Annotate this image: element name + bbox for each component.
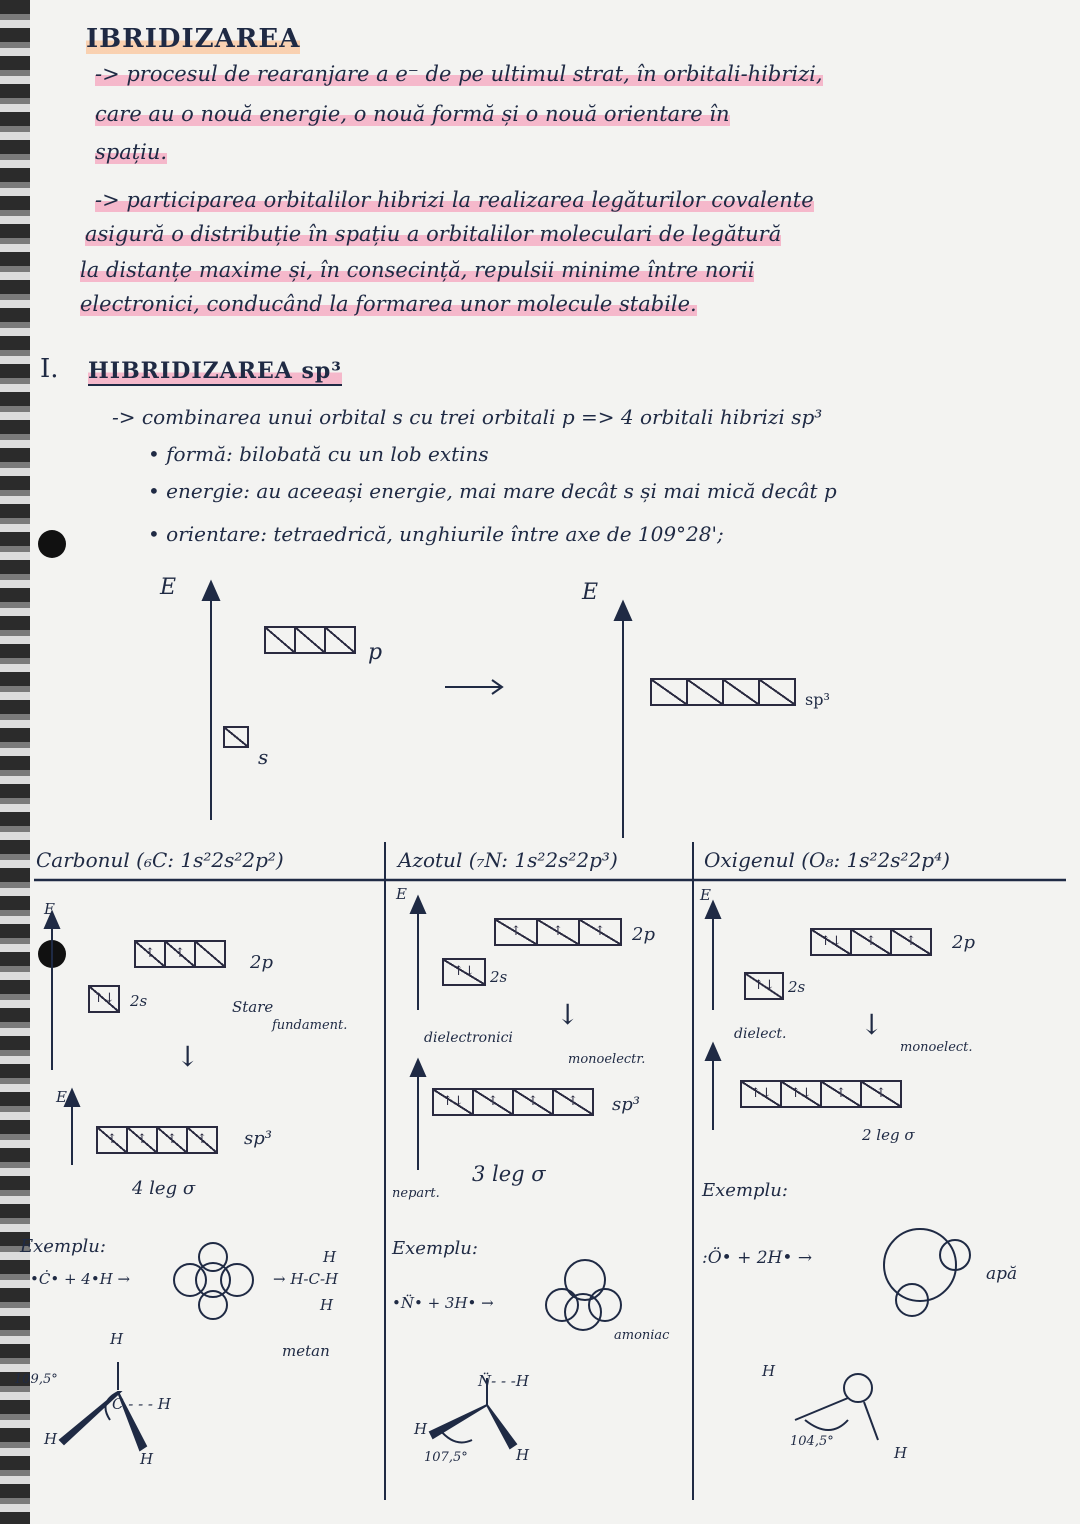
- axis-arrowhead: [615, 602, 631, 620]
- orbital-cell: ↑: [890, 928, 932, 956]
- orbital-label: 2p: [952, 932, 975, 953]
- section-heading: HIBRIDIZAREA sp³: [88, 358, 342, 384]
- orbital-cell: ↑: [578, 918, 622, 946]
- reaction-right: → H-C-H: [273, 1270, 339, 1288]
- monoelectronic-label: monoelectr.: [568, 1052, 646, 1067]
- orbital-label: 2s: [130, 992, 148, 1010]
- state-label: fundament.: [272, 1018, 348, 1033]
- example-label: Exemplu:: [702, 1180, 788, 1201]
- atom-h: H: [323, 1248, 337, 1266]
- axis-label: E: [56, 1088, 67, 1106]
- bond-angle: 104,5°: [790, 1434, 834, 1449]
- orbital-cell: ↑: [96, 1126, 128, 1154]
- intro-line: asigură o distribuție în spațiu a orbitalilor moleculari de legătură: [85, 222, 782, 246]
- down-arrow: ↓: [860, 1008, 884, 1041]
- nonparticipating-label: nepart.: [392, 1186, 440, 1201]
- title-text: IBRIDIZAREA: [86, 24, 301, 54]
- atom-h: H: [44, 1430, 58, 1448]
- oxygen-atom: [844, 1374, 872, 1402]
- molecule-name: apă: [986, 1264, 1018, 1284]
- orbital-cell: [758, 678, 796, 706]
- orbital-lobe: [589, 1289, 621, 1321]
- s-label: s: [258, 745, 269, 769]
- intro-line: la distanțe maxime și, în consecință, repulsii minime între norii: [80, 258, 755, 282]
- axis-label: E: [160, 575, 177, 600]
- reaction-left: •Ċ• + 4•H →: [30, 1270, 131, 1288]
- bond-wedge: [60, 1392, 120, 1444]
- orientation-line: • orientare: tetraedrică, unghiurile între axe de 109°28';: [148, 522, 724, 546]
- orbital-cell: ↑↓: [88, 985, 120, 1013]
- orbital-cell: [264, 626, 296, 654]
- reaction: •N̈• + 3H• →: [392, 1294, 494, 1312]
- orbital-cell: ↑↓: [780, 1080, 822, 1108]
- orbital-cell: ↑: [164, 940, 196, 968]
- molecule-sketch: N̈- - -H: [478, 1372, 529, 1390]
- bond-angle: 107,5°: [424, 1450, 468, 1465]
- atom-h: H: [320, 1296, 334, 1314]
- orbital-cell: [194, 940, 226, 968]
- carbon-2p-boxes: [134, 940, 224, 968]
- orbital-cell: ↑↓: [810, 928, 852, 956]
- atom-h: H: [894, 1444, 908, 1462]
- page-title: [86, 24, 300, 54]
- shape-line: • formă: bilobată cu un lob extins: [148, 442, 489, 466]
- intro-line: -> procesul de rearanjare a e⁻ de pe ultimul strat, în orbitali-hibrizi,: [95, 62, 823, 86]
- down-arrow: ↓: [556, 998, 580, 1031]
- sp3-orbital-boxes: [650, 678, 794, 706]
- example-label: Exemplu:: [20, 1236, 106, 1257]
- section-number: I.: [40, 354, 59, 384]
- orbital-cell: ↑: [552, 1088, 594, 1116]
- orbital-label: 2s: [788, 978, 806, 996]
- intro-line: care au o nouă energie, o nouă formă și o nouă orientare în: [95, 102, 730, 126]
- carbon-sp3-boxes: [96, 1126, 216, 1154]
- atom-h: H: [110, 1330, 124, 1348]
- orbital-cell: [686, 678, 724, 706]
- oxygen-header: Oxigenul (O₈: 1s²2s²2p⁴): [704, 848, 950, 872]
- bonds-label: 2 leg σ: [862, 1126, 915, 1144]
- state-label: Stare: [232, 998, 274, 1016]
- bond-angle: 109,5°: [14, 1372, 58, 1387]
- p-orbital-boxes: [264, 626, 354, 654]
- nitrogen-2p-boxes: [494, 918, 620, 946]
- hybrid-label: sp³: [612, 1094, 640, 1115]
- orbital-cell: [223, 726, 249, 748]
- orbital-cell: [324, 626, 356, 654]
- molecule-name: amoniac: [614, 1328, 670, 1343]
- hybrid-label: sp³: [244, 1128, 272, 1149]
- axis-label: E: [582, 580, 599, 605]
- orbital-cell: ↑: [126, 1126, 158, 1154]
- nitrogen-header: Azotul (₇N: 1s²2s²2p³): [398, 848, 618, 872]
- example-label: Exemplu:: [392, 1238, 478, 1259]
- orbital-cell: ↑: [536, 918, 580, 946]
- down-arrow: ↓: [176, 1040, 200, 1073]
- dielectronic-label: dielectronici: [424, 1030, 513, 1046]
- carbon-2s-box: [88, 985, 118, 1013]
- molecule-name: metan: [282, 1342, 330, 1360]
- axis-arrowhead: [203, 582, 219, 600]
- orbital-cell: ↑: [850, 928, 892, 956]
- axis-label: E: [44, 900, 55, 918]
- orbital-lobe: [199, 1243, 227, 1271]
- bond-line: [864, 1402, 878, 1440]
- orbital-cell: ↑: [860, 1080, 902, 1108]
- orbital-label: 2p: [632, 924, 655, 945]
- p-label: p: [368, 640, 383, 665]
- dielectronic-label: dielect.: [734, 1026, 787, 1042]
- atom-h: H: [140, 1450, 154, 1468]
- monoelectronic-label: monoelect.: [900, 1040, 973, 1055]
- orbital-cell: [650, 678, 688, 706]
- atom-h: H: [414, 1420, 428, 1438]
- orbital-cell: ↑↓: [432, 1088, 474, 1116]
- bonds-label: 4 leg σ: [132, 1178, 196, 1199]
- orbital-cell: ↑: [512, 1088, 554, 1116]
- axis-label: E: [396, 885, 407, 903]
- orbital-label: 2s: [490, 968, 508, 986]
- orbital-cell: ↑↓: [740, 1080, 782, 1108]
- orbital-cell: ↑: [820, 1080, 862, 1108]
- orbital-cell: ↑: [472, 1088, 514, 1116]
- energy-line: • energie: au aceeași energie, mai mare decât s și mai mică decât p: [148, 479, 837, 503]
- combine-line: -> combinarea unui orbital s cu trei orbitali p => 4 orbitali hibrizi sp³: [112, 405, 823, 429]
- orbital-cell: ↑: [134, 940, 166, 968]
- orbital-label: 2p: [250, 952, 273, 973]
- intro-line: electronici, conducând la formarea unor molecule stabile.: [80, 292, 697, 316]
- intro-line: -> participarea orbitalilor hibrizi la realizarea legăturilor covalente: [95, 188, 814, 212]
- reaction: :Ö• + 2H• →: [702, 1248, 813, 1268]
- angle-arc: [805, 1420, 848, 1430]
- s-orbital-box: [223, 726, 247, 748]
- molecule-sketch: C - - - H: [112, 1395, 171, 1413]
- axis-label: E: [700, 886, 711, 904]
- orbital-cell: ↑: [494, 918, 538, 946]
- bonds-label: 3 leg σ: [472, 1162, 546, 1186]
- bond-wedge: [430, 1405, 487, 1438]
- nitrogen-sp3-boxes: [432, 1088, 592, 1116]
- orbital-lobe: [546, 1289, 578, 1321]
- bond-wedge: [487, 1405, 516, 1448]
- orbital-lobe: [221, 1264, 253, 1296]
- orbital-cell: ↑: [156, 1126, 188, 1154]
- orbital-cell: ↑↓: [442, 958, 486, 986]
- atom-h: H: [762, 1362, 776, 1380]
- orbital-cell: [294, 626, 326, 654]
- atom-h: H: [516, 1446, 530, 1464]
- oxygen-2p-boxes: [810, 928, 930, 956]
- orbital-cell: [722, 678, 760, 706]
- sp3-label: sp³: [805, 690, 830, 709]
- orbital-cell: ↑↓: [744, 972, 784, 1000]
- nitrogen-2s-box: [442, 958, 484, 986]
- oxygen-2s-box: [744, 972, 782, 1000]
- carbon-header: Carbonul (₆C: 1s²2s²2p²): [36, 848, 284, 872]
- bond-line: [795, 1398, 848, 1420]
- orbital-lobe: [199, 1291, 227, 1319]
- orbital-cell: ↑: [186, 1126, 218, 1154]
- intro-line: spațiu.: [95, 140, 168, 164]
- oxygen-sp3-boxes: [740, 1080, 900, 1108]
